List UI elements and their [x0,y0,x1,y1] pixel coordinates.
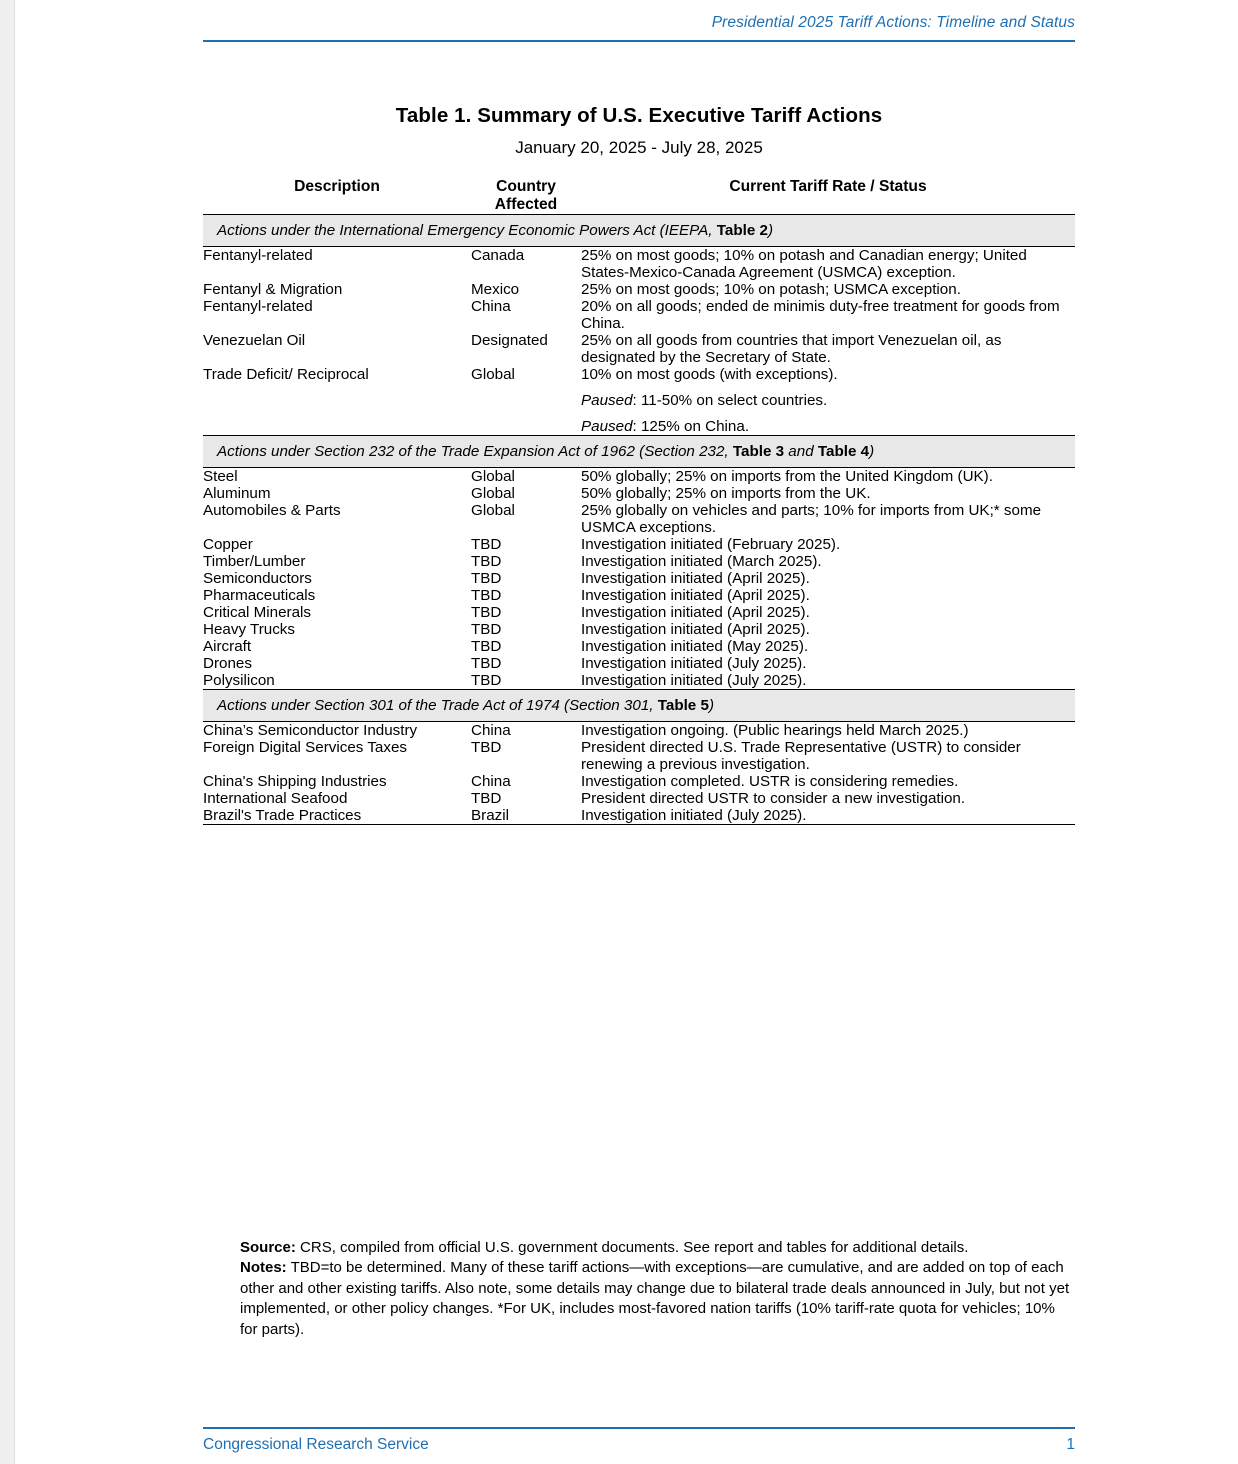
cell-description: Trade Deficit/ Reciprocal [203,366,369,383]
column-header-country-line1: Country [496,178,556,195]
cell-description: Polysilicon [203,672,275,689]
cell-country: China [471,298,511,315]
running-header: Presidential 2025 Tariff Actions: Timeline and Status [711,14,1075,31]
status-text: Investigation initiated (July 2025). [581,807,807,824]
cell-country: TBD [471,655,502,672]
cell-country: TBD [471,604,502,621]
table-row [203,807,1075,825]
cell-status [581,587,1075,604]
table-row [203,655,1075,672]
cell-country: TBD [471,621,502,638]
cell-country: China [471,722,511,739]
cell-country: TBD [471,570,502,587]
cell-description: China’s Semiconductor Industry [203,722,418,739]
table-row [203,672,1075,690]
table-row [203,281,1075,298]
cell-description: International Seafood [203,790,348,807]
cell-description: Pharmaceuticals [203,587,316,604]
cell-country: TBD [471,587,502,604]
source-line [240,1238,1070,1258]
cell-status [581,621,1075,638]
table-notes [240,1238,1070,1340]
header-rule [203,40,1075,42]
table-section-heading: Actions under Section 301 of the Trade Act of 1974 (Section 301, Table 5) [203,690,1075,722]
table-header-row [203,178,1075,215]
cell-status [581,468,1075,486]
source-text: CRS, compiled from official U.S. government documents. See report and tables for additional details. [300,1239,969,1256]
status-extra-line: Paused: 125% on China. [581,418,750,435]
cell-country: Designated [471,332,548,349]
status-text: 25% on all goods from countries that import Venezuelan oil, as designated by the Secretary of State. [581,332,1002,366]
cell-description: Fentanyl-related [203,298,313,315]
cell-status [581,773,1075,790]
cell-country: TBD [471,790,502,807]
status-text: President directed U.S. Trade Representative (USTR) to consider renewing a previous investigation. [581,739,1021,773]
status-extra-line: Paused: 11-50% on select countries. [581,392,828,409]
status-text: Investigation completed. USTR is considering remedies. [581,773,959,790]
cell-country: China [471,773,511,790]
cell-description: China's Shipping Industries [203,773,387,790]
cell-status [581,332,1075,366]
status-text: 25% globally on vehicles and parts; 10% for imports from UK;* some USMCA exceptions. [581,502,1042,536]
status-text: Investigation initiated (February 2025). [581,536,841,553]
table-section-heading-row [203,215,1075,247]
table-row [203,247,1075,282]
page-margin-strip [0,0,15,1464]
table-row [203,570,1075,587]
cell-country: Global [471,485,515,502]
cell-status [581,298,1075,332]
table-section-heading-row [203,436,1075,468]
cell-status [581,502,1075,536]
table-row [203,502,1075,536]
status-text: Investigation initiated (July 2025). [581,672,807,689]
footer-rule [203,1427,1075,1429]
column-header-country [471,178,581,215]
cell-description: Aluminum [203,485,271,502]
cell-country: TBD [471,672,502,689]
notes-label: Notes: [240,1259,287,1277]
footer-organization: Congressional Research Service [203,1436,429,1453]
cell-status [581,655,1075,672]
cell-country: Brazil [471,807,581,825]
table-section-heading: Actions under Section 232 of the Trade Expansion Act of 1962 (Section 232, Table 3 and Table 4) [203,436,1075,468]
cell-status [581,281,1075,298]
cell-description: Drones [203,655,252,672]
table-row [203,468,1075,486]
status-text: 50% globally; 25% on imports from the United Kingdom (UK). [581,468,993,485]
cell-description: Foreign Digital Services Taxes [203,739,407,756]
cell-description: Steel [203,468,238,485]
status-text: 10% on most goods (with exceptions). [581,366,838,383]
table-row [203,638,1075,655]
table-row [203,773,1075,790]
cell-status [581,553,1075,570]
status-text: Investigation initiated (April 2025). [581,587,810,604]
table-row [203,739,1075,773]
table-row [203,621,1075,638]
status-text: Investigation initiated (March 2025). [581,553,822,570]
cell-description: Fentanyl-related [203,247,313,264]
notes-line [240,1258,1070,1340]
source-label: Source: [240,1239,296,1256]
summary-table [203,178,1075,825]
table-row [203,298,1075,332]
cell-status [581,570,1075,587]
cell-status [581,247,1075,282]
cell-description: Critical Minerals [203,604,312,621]
cell-description: Fentanyl & Migration [203,281,343,298]
table-head [203,178,1075,215]
cell-status [581,638,1075,655]
table-row [203,332,1075,366]
status-text: President directed USTR to consider a new investigation. [581,790,966,807]
table-row [203,722,1075,740]
cell-description: Timber/Lumber [203,553,306,570]
cell-status [581,485,1075,502]
cell-country: Global [471,468,515,485]
cell-description: Brazil's Trade Practices [203,807,471,825]
table-row [203,536,1075,553]
table-row [203,553,1075,570]
cell-description: Copper [203,536,253,553]
status-text: Investigation initiated (May 2025). [581,638,809,655]
summary-table-wrapper [203,178,1075,825]
cell-status [581,722,1075,740]
column-header-description: Description [294,178,380,195]
cell-country: Global [471,502,515,519]
cell-country: Canada [471,247,525,264]
cell-country: TBD [471,638,502,655]
table-section-heading: Actions under the International Emergency Economic Powers Act (IEEPA, Table 2) [203,215,1075,247]
status-text: 50% globally; 25% on imports from the UK. [581,485,871,502]
cell-status [581,536,1075,553]
cell-description: Automobiles & Parts [203,502,341,519]
cell-description: Semiconductors [203,570,312,587]
table-title: Table 1. Summary of U.S. Executive Tariff Actions [395,104,883,127]
cell-country: Mexico [471,281,520,298]
cell-status [581,739,1075,773]
cell-country: TBD [471,553,502,570]
table-subtitle: January 20, 2025 - July 28, 2025 [515,138,763,157]
table-row [203,604,1075,621]
status-text: Investigation initiated (April 2025). [581,570,810,587]
cell-description: Heavy Trucks [203,621,295,638]
status-text: Investigation initiated (July 2025). [581,655,807,672]
column-header-status: Current Tariff Rate / Status [729,178,927,195]
table-row [203,485,1075,502]
cell-country: Global [471,366,515,383]
notes-text: TBD=to be determined. Many of these tariff actions—with exceptions—are cumulative, and are added on top of each other and other existing tariffs. Also note, some details may change due to bilateral trade deals announced in July, but not yet implemented, or other policy changes. *For UK, includes most-favored nation tariffs (10% tariff-rate quota for vehicles; 10% for parts). [240,1259,1070,1338]
cell-status [581,790,1075,807]
column-header-country-line2: Affected [494,196,558,213]
status-text: 25% on most goods; 10% on potash and Canadian energy; United States-Mexico-Canada Agreement (USMCA) exception. [581,247,1027,281]
cell-description: Aircraft [203,638,252,655]
table-section-heading-row [203,690,1075,722]
table-row [203,366,1075,436]
footer-page-number: 1 [1066,1436,1075,1453]
status-text: Investigation initiated (April 2025). [581,604,810,621]
cell-country: TBD [471,739,502,756]
cell-description: Venezuelan Oil [203,332,306,349]
status-text: Investigation initiated (April 2025). [581,621,810,638]
table-body [203,215,1075,825]
cell-status [581,366,1075,436]
status-text: Investigation ongoing. (Public hearings held March 2025.) [581,722,969,739]
status-text: 20% on all goods; ended de minimis duty-free treatment for goods from China. [581,298,1060,332]
cell-status [581,807,1075,825]
table-row [203,790,1075,807]
status-text: 25% on most goods; 10% on potash; USMCA exception. [581,281,961,298]
cell-status [581,604,1075,621]
table-row [203,587,1075,604]
cell-status [581,672,1075,690]
cell-country: TBD [471,536,502,553]
